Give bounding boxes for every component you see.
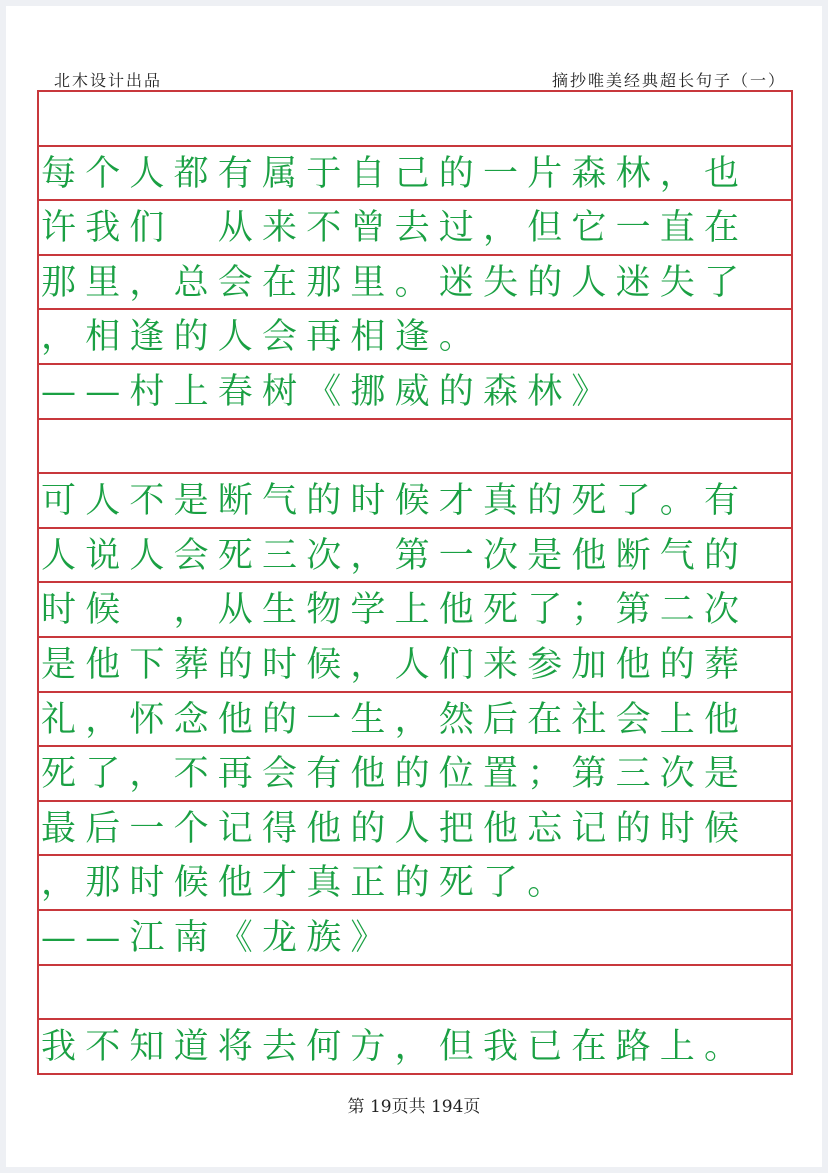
- header-title: 摘抄唯美经典超长句子（一）: [551, 71, 786, 90]
- text-row: [39, 420, 791, 475]
- header-publisher: 北木设计出品: [54, 71, 163, 90]
- text-row: 我不知道将去何方，但我已在路上。: [39, 1020, 791, 1075]
- text-row: 礼，怀念他的一生，然后在社会上他: [39, 693, 791, 748]
- text-row: [39, 966, 791, 1021]
- text-row: 人说人会死三次，第一次是他断气的: [39, 529, 791, 584]
- text-row: 许我们 从来不曾去过，但它一直在: [39, 201, 791, 256]
- text-row: 死了，不再会有他的位置；第三次是: [39, 747, 791, 802]
- text-row: 可人不是断气的时候才真的死了。有: [39, 474, 791, 529]
- text-row: 是他下葬的时候，人们来参加他的葬: [39, 638, 791, 693]
- text-row: 每个人都有属于自己的一片森林，也: [39, 147, 791, 202]
- text-row: [39, 92, 791, 147]
- text-row: 最后一个记得他的人把他忘记的时候: [39, 802, 791, 857]
- text-row: ，相逢的人会再相逢。: [39, 310, 791, 365]
- text-row: ——江南《龙族》: [39, 911, 791, 966]
- text-row: 那里，总会在那里。迷失的人迷失了: [39, 256, 791, 311]
- text-row: 时候 ，从生物学上他死了；第二次: [39, 583, 791, 638]
- text-row: ——村上春树《挪威的森林》: [39, 365, 791, 420]
- page-number-footer: 第 19页共 194页: [347, 1097, 481, 1117]
- ruled-writing-grid: [37, 90, 793, 1075]
- text-row: ，那时候他才真正的死了。: [39, 856, 791, 911]
